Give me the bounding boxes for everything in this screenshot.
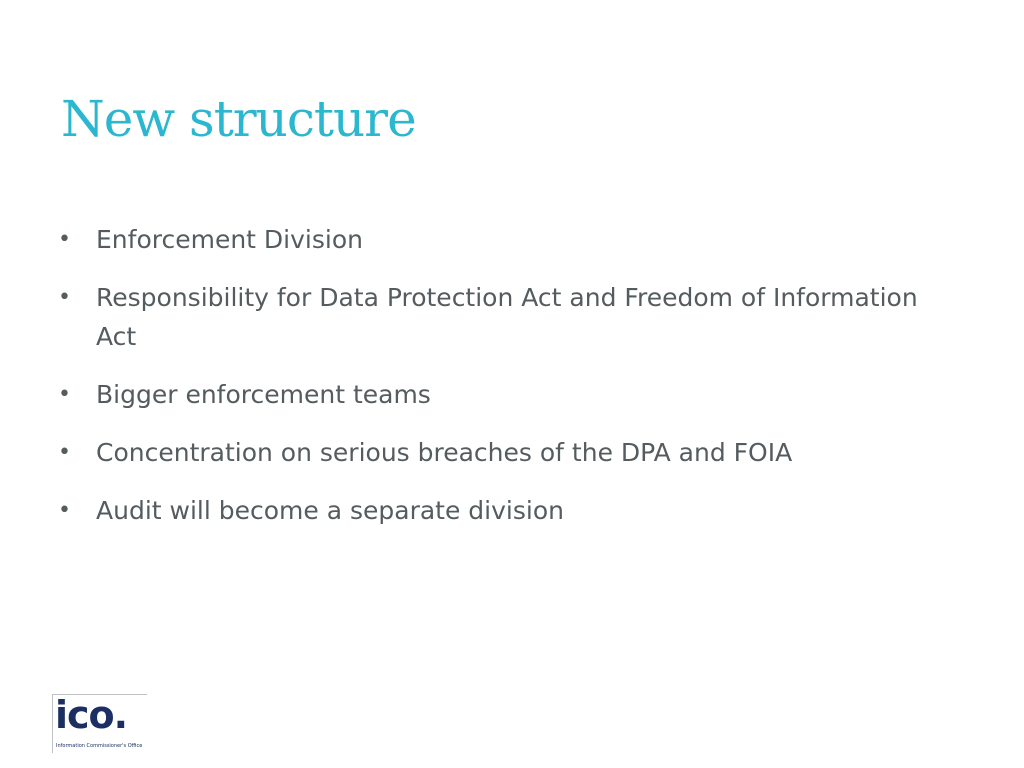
bullet-text: Concentration on serious breaches of the DPA and FOIA (96, 438, 793, 467)
bullet-list (58, 220, 938, 549)
bullet-item (58, 433, 938, 472)
bullet-item (58, 220, 938, 259)
bullet-text: Bigger enforcement teams (96, 380, 431, 409)
bullet-dot-icon: • (58, 498, 71, 523)
bullet-text: Enforcement Division (96, 225, 363, 254)
bullet-dot-icon: • (58, 227, 71, 252)
bullet-dot-icon: • (58, 440, 71, 465)
ico-logo-subtitle: Information Commissioner's Office (56, 743, 143, 749)
bullet-text: Responsibility for Data Protection Act and Freedom of Information Act (96, 283, 918, 351)
bullet-item (58, 278, 938, 356)
ico-logo-mark: ico. (55, 693, 128, 737)
ico-logo (52, 694, 147, 753)
slide-title: New structure (61, 90, 416, 148)
bullet-item (58, 375, 938, 414)
bullet-dot-icon: • (58, 285, 71, 310)
bullet-text: Audit will become a separate division (96, 496, 564, 525)
bullet-dot-icon: • (58, 382, 71, 407)
bullet-item (58, 491, 938, 530)
